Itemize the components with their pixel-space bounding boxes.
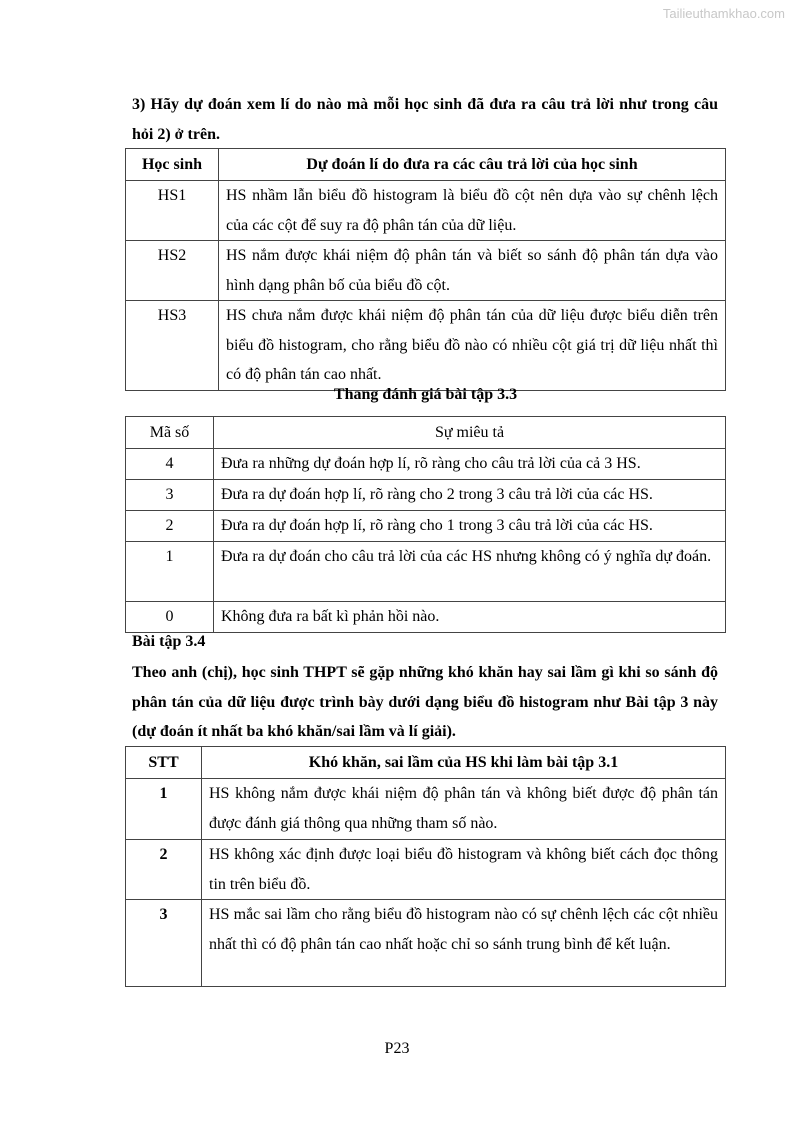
table-row xyxy=(126,840,726,900)
cell-description: Đưa ra dự đoán hợp lí, rõ ràng cho 2 trong 3 câu trả lời của các HS. xyxy=(214,480,726,511)
header-difficulty: Khó khăn, sai lầm của HS khi làm bài tập 3.1 xyxy=(202,747,726,779)
cell-code: 0 xyxy=(126,602,214,633)
exercise-title: Bài tập 3.4 xyxy=(132,633,206,650)
student-reasons-table xyxy=(125,148,726,391)
cell-student: HS1 xyxy=(126,181,219,241)
cell-student: HS2 xyxy=(126,241,219,301)
cell-code: 4 xyxy=(126,449,214,480)
cell-description: Đưa ra dự đoán cho câu trả lời của các HS nhưng không có ý nghĩa dự đoán. xyxy=(214,542,726,602)
cell-index: 3 xyxy=(126,900,202,987)
question-3: 3) Hãy dự đoán xem lí do nào mà mỗi học sinh đã đưa ra câu trả lời như trong câu hỏi 2) ở trên. xyxy=(132,96,718,143)
header-reason: Dự đoán lí do đưa ra các câu trả lời của học sinh xyxy=(219,149,726,181)
header-description: Sự miêu tả xyxy=(214,417,726,449)
cell-index: 2 xyxy=(126,840,202,900)
difficulties-table xyxy=(125,746,726,987)
cell-student: HS3 xyxy=(126,301,219,391)
cell-description: Đưa ra những dự đoán hợp lí, rõ ràng cho câu trả lời của cả 3 HS. xyxy=(214,449,726,480)
table-row xyxy=(126,181,726,241)
cell-difficulty: HS không nắm được khái niệm độ phân tán và không biết được độ phân tán được đánh giá thông qua những tham số nào. xyxy=(202,779,726,840)
cell-code: 3 xyxy=(126,480,214,511)
header-student: Học sinh xyxy=(126,149,219,181)
table-row xyxy=(126,241,726,301)
table-row xyxy=(126,449,726,480)
header-code: Mã số xyxy=(126,417,214,449)
header-index: STT xyxy=(126,747,202,779)
rubric-table xyxy=(125,416,726,633)
table-row xyxy=(126,900,726,987)
cell-reason: HS nhầm lẫn biểu đồ histogram là biểu đồ cột nên dựa vào sự chênh lệch của các cột để suy ra độ phân tán của dữ liệu. xyxy=(219,181,726,241)
table-row xyxy=(126,480,726,511)
cell-reason: HS nắm được khái niệm độ phân tán và biết so sánh độ phân tán dựa vào hình dạng phân bố của biểu đồ cột. xyxy=(219,241,726,301)
cell-reason: HS chưa nắm được khái niệm độ phân tán của dữ liệu được biểu diễn trên biểu đồ histogram, cho rằng biểu đồ nào có nhiều cột giá trị dữ liệu nhất thì có độ phân tán cao nhất. xyxy=(219,301,726,391)
cell-code: 1 xyxy=(126,542,214,602)
watermark: Tailieuthamkhao.com xyxy=(662,6,785,21)
cell-difficulty: HS không xác định được loại biểu đồ histogram và không biết cách đọc thông tin trên biểu đồ. xyxy=(202,840,726,900)
cell-code: 2 xyxy=(126,511,214,542)
cell-index: 1 xyxy=(126,779,202,840)
table-row xyxy=(126,511,726,542)
cell-description: Không đưa ra bất kì phản hồi nào. xyxy=(214,602,726,633)
cell-difficulty: HS mắc sai lầm cho rằng biểu đồ histogram nào có sự chênh lệch các cột nhiều nhất thì có độ phân tán cao nhất hoặc chỉ so sánh trung bình để kết luận. xyxy=(202,900,726,987)
page-number: P23 xyxy=(384,1040,410,1057)
table-row xyxy=(126,779,726,840)
cell-description: Đưa ra dự đoán hợp lí, rõ ràng cho 1 trong 3 câu trả lời của các HS. xyxy=(214,511,726,542)
table-row xyxy=(126,542,726,602)
table-row xyxy=(126,301,726,391)
exercise-text: Theo anh (chị), học sinh THPT sẽ gặp những khó khăn hay sai lầm gì khi so sánh độ phân tán của dữ liệu được trình bày dưới dạng biểu đồ histogram như Bài tập 3 này (dự đoán ít nhất ba khó khăn/sai lầm và lí giải). xyxy=(132,664,718,740)
rubric-title: Thang đánh giá bài tập 3.3 xyxy=(333,386,518,403)
